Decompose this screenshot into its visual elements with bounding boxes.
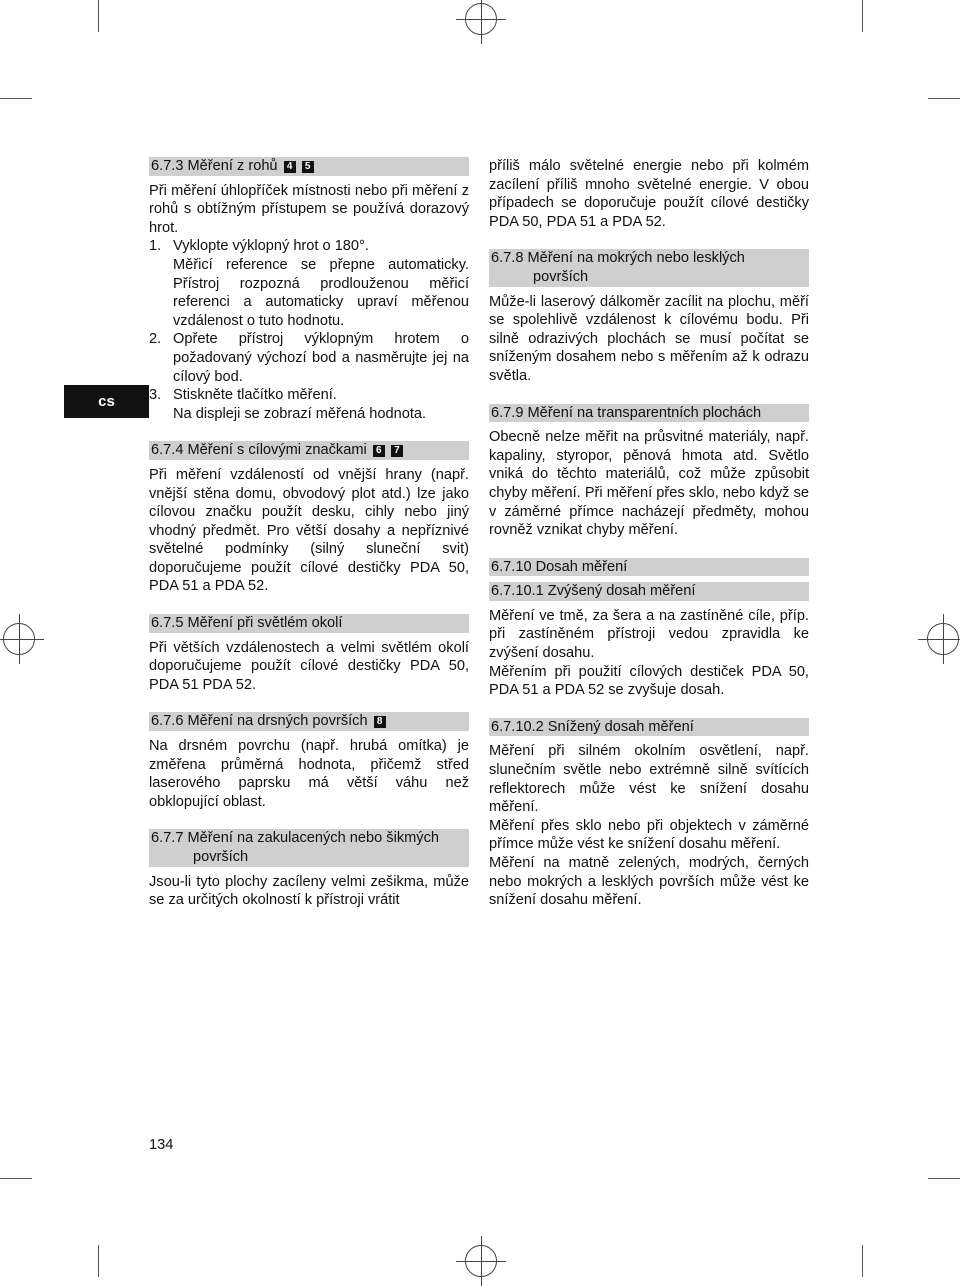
section-heading-6-7-7: 6.7.7 Měření na zakulacených nebo šikmých površích [149, 829, 469, 866]
section-heading-6-7-4: 6.7.4 Měření s cílovými značkami 6 7 [149, 441, 469, 460]
crop-mark [98, 1245, 99, 1277]
figure-ref-badge: 6 [373, 445, 385, 457]
list-item: 2. Opřete přístroj výklopným hrotem o požadovaný výchozí bod a nasměrujte jej na cílový bod. [149, 331, 469, 385]
section-body-6-7-4: Při měření vzdáleností od vnější hrany (např. vnější stěna domu, obvodový plot atd.) lze jako cílovou značku použít desku, cihly nebo jiný vhodný předmět. Pro větší dosahy a nepříznivé světelné podmínky (silný sluneční svit) doporučujeme použít cílové destičky PDA 50, PDA 51 a PDA 52. [149, 466, 469, 595]
paragraph: Měření na matně zelených, modrých, černých nebo mokrých a lesklých površích může vést ke snížení dosahu měření. [489, 855, 809, 909]
crop-mark [862, 1245, 863, 1277]
paragraph: Měření při silném okolním osvětlení, např. slunečním světle nebo extrémně silně svítících reflektorech může vést ke snížení dosahu měření. [489, 743, 809, 816]
figure-ref-badge: 5 [302, 161, 314, 173]
page-number: 134 [149, 1137, 174, 1153]
section-body-6-7-10-1 [489, 607, 809, 700]
paragraph: Měřením při použití cílových destiček PDA 50, PDA 51 a PDA 52 se zvyšuje dosah. [489, 663, 809, 699]
section-body-6-7-10-2 [489, 742, 809, 909]
section-heading-6-7-6: 6.7.6 Měření na drsných površích 8 [149, 712, 469, 731]
section-body-6-7-5: Při větších vzdálenostech a velmi světlém okolí doporučujeme použít cílové destičky PDA 50, PDA 51 PDA 52. [149, 639, 469, 693]
registration-mark-icon [927, 623, 959, 655]
crop-mark [862, 0, 863, 32]
figure-ref-badge: 8 [374, 716, 386, 728]
registration-mark-icon [465, 3, 497, 35]
paragraph: Měření ve tmě, za šera a na zastíněné cíle, příp. při zastíněném přístroji vedou zpravidla ke zvýšení dosahu. [489, 607, 809, 662]
figure-ref-badge: 7 [391, 445, 403, 457]
step-list [149, 237, 469, 423]
section-heading-6-7-10: 6.7.10 Dosah měření [489, 558, 809, 577]
left-column [149, 157, 469, 910]
paragraph: Měření přes sklo nebo při objektech v záměrné přímce může vést ke snížení dosahu měření. [489, 817, 809, 853]
crop-mark [98, 0, 99, 32]
continued-paragraph: příliš málo světelné energie nebo při kolmém zacílení příliš mnoho světelné energie. V obou případech se doporučuje použít cílové destičky PDA 50, PDA 51 a PDA 52. [489, 158, 809, 230]
language-tab: cs [64, 385, 149, 418]
section-body-6-7-3 [149, 182, 469, 424]
registration-mark-icon [465, 1245, 497, 1277]
registration-mark-icon [3, 623, 35, 655]
crop-mark [0, 1178, 32, 1179]
section-heading-6-7-8: 6.7.8 Měření na mokrých nebo lesklých površích [489, 249, 809, 286]
right-column [489, 157, 809, 910]
section-body-6-7-8: Může-li laserový dálkoměr zacílit na plochu, měří se spolehlivě vzdálenost k cílovému bodu. Při silně odrazivých plochách se musí počítat se sníženým dosahem nebo s měřením až k odrazu světla. [489, 293, 809, 384]
crop-mark [928, 1178, 960, 1179]
section-body-6-7-6: Na drsném povrchu (např. hrubá omítka) je změřena průměrná hodnota, přičemž střed laserového paprsku má větší váhu než obklopující oblast. [149, 738, 469, 810]
section-heading-6-7-3: 6.7.3 Měření z rohů 4 5 [149, 157, 469, 176]
section-body-6-7-7: Jsou-li tyto plochy zacíleny velmi zešikma, může se za určitých okolností k přístroji vrátit [149, 873, 469, 909]
section-heading-6-7-9: 6.7.9 Měření na transparentních plochách [489, 404, 809, 423]
figure-ref-badge: 4 [284, 161, 296, 173]
section-heading-6-7-10-1: 6.7.10.1 Zvýšený dosah měření [489, 582, 809, 601]
paragraph: Při měření úhlopříček místnosti nebo při měření z rohů s obtížným přístupem se používá dorazový hrot. [149, 182, 469, 236]
list-item: 3. Stiskněte tlačítko měření. Na displeji se zobrazí měřená hodnota. [149, 387, 427, 422]
section-heading-6-7-5: 6.7.5 Měření při světlém okolí [149, 614, 469, 633]
section-heading-6-7-10-2: 6.7.10.2 Snížený dosah měření [489, 718, 809, 737]
list-item: 1. Vyklopte výklopný hrot o 180°. Měřicí reference se přepne automaticky. Přístroj rozpozná prodlouženou měřicí referenci a automaticky upraví měřenou vzdálenost o tuto hodnotu. [149, 238, 469, 329]
crop-mark [0, 98, 32, 99]
crop-mark [928, 98, 960, 99]
section-body-6-7-9: Obecně nelze měřit na průsvitné materiály, např. kapaliny, styropor, pěnová hmota atd. Světlo vniká do těchto materiálů, což může způsobit chyby měření. Při měření přes sklo, nebo když se v záměrné přímce nacházejí předměty, mohou rovněž vznikat chyby měření. [489, 429, 809, 539]
